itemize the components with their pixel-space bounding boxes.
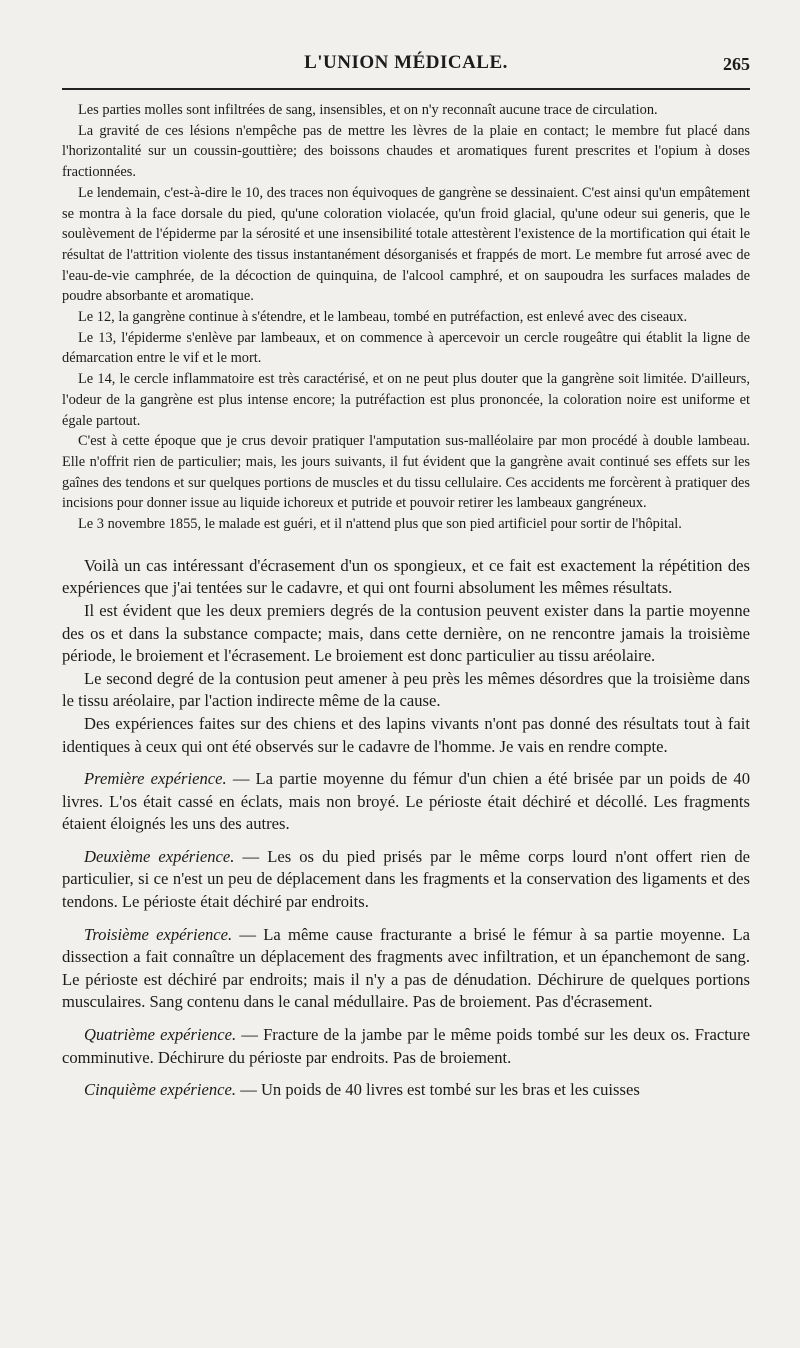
case-paragraph: Les parties molles sont infiltrées de sang, insensibles, et on n'y reconnaît aucune trace de circulation.: [78, 102, 658, 118]
experiment-title: Quatrième expérience.: [84, 1025, 237, 1045]
case-paragraph: Le 12, la gangrène continue à s'étendre, et le lambeau, tombé en putréfaction, est enlevé avec des ciseaux.: [78, 309, 688, 326]
discussion-paragraph: Voilà un cas intéressant d'écrasement d'un os spongieux, et ce fait est exactement la répétition des expériences que j'ai tentées sur le cadavre, et qui ont fourni absolument les mêmes résultats.: [62, 555, 750, 598]
page-header: [62, 52, 750, 82]
running-title: L'UNION MÉDICALE.: [304, 52, 508, 73]
experiment-text: — Un poids de 40 livres est tombé sur les bras et les cuisses: [240, 1080, 640, 1100]
case-paragraph: Le lendemain, c'est-à-dire le 10, des traces non équivoques de gangrène se dessinaient. C'est ainsi qu'un empâtement se montra à la face dorsale du pied, qu'une coloration violacée, qu'un froid glacial, qu'une odeur sui generis, que le soulèvement de l'épiderme par la sérosité et une insensibilité totale attestèrent l'existence de la mortification qui était le résultat de l'attrition violente des tissus instantanément désorganisés et frappés de mort. Le membre fut arrosé avec de l'eau-de-vie camphrée, de la décoction de quinquina, de l'alcool camphré, et on saupoudra les surfaces malades de poudre absorbante et aromatique.: [62, 184, 750, 305]
discussion: [62, 555, 750, 1102]
case-paragraph: La gravité de ces lésions n'empêche pas de mettre les lèvres de la plaie en contact; le membre fut placé dans l'horizontalité sur un coussin-gouttière; des boissons chaudes et aromatiques furent prescrites et l'opium à doses fractionnées.: [62, 122, 750, 181]
experiment-text: — Fracture de la jambe par le même poids tombé sur les deux os. Fracture comminutive. Déchirure du périoste par endroits. Pas de broiement.: [62, 1025, 750, 1067]
discussion-paragraph: Le second degré de la contusion peut amener à peu près les mêmes désordres que la troisième dans le tissu aréolaire, par l'action indirecte même de la cause.: [62, 668, 750, 711]
experiment-text: — Les os du pied prisés par le même corps lourd n'ont offert rien de particulier, si ce n'est un peu de déplacement dans les fragments et la conservation des ligaments et des tendons. Le périoste était déchiré par endroits.: [62, 846, 750, 912]
discussion-paragraph: Des expériences faites sur des chiens et des lapins vivants n'ont pas donné des résultats tout à fait identiques à ceux qui ont été observés sur le cadavre de l'homme. Je vais en rendre compte.: [62, 713, 750, 756]
experiment-paragraph: [62, 1024, 750, 1069]
experiment-text: — La partie moyenne du fémur d'un chien a été brisée par un poids de 40 livres. L'os était cassé en éclats, mais non broyé. Le périoste était déchiré et décollé. Les fragments étaient éloignés les uns des autres.: [62, 769, 750, 834]
experiment-paragraph: [62, 768, 750, 836]
case-paragraph: Le 3 novembre 1855, le malade est guéri, et il n'attend plus que son pied artificiel pour sortir de l'hôpital.: [78, 516, 682, 533]
experiment-title: Deuxième expérience.: [84, 846, 235, 866]
experiment-paragraph: [62, 924, 750, 1014]
case-paragraph: Le 14, le cercle inflammatoire est très caractérisé, et on ne peut plus douter que la gangrène soit limitée. D'ailleurs, l'odeur de la gangrène est plus intense encore; la putréfaction est plus prononcée, la coloration noire est uniforme et égale partout.: [62, 371, 750, 429]
experiment-paragraph: [62, 846, 750, 914]
discussion-paragraph: Il est évident que les deux premiers degrés de la contusion peuvent exister dans la partie moyenne des os et dans la substance compacte; mais, dans cette dernière, on ne rencontre jamais la troisième période, le broiement et l'écrasement. Le broiement est donc particulier au tissu aréolaire.: [62, 600, 750, 666]
case-paragraph: C'est à cette époque que je crus devoir pratiquer l'amputation sus-malléolaire par mon procédé à double lambeau. Elle n'offrit rien de particulier; mais, les jours suivants, il fut évident que la gangrène avait continué ses effets sur les gaînes des tendons et sur quelques portions de muscles et du tissu cellulaire. Ces accidents me forcèrent à pratiquer des incisions pour donner issue au liquide ichoreux et putride et pouvoir retirer les lambeaux gangréneux.: [62, 433, 750, 512]
experiment-text: — La même cause fracturante a brisé le fémur à sa partie moyenne. La dissection a fait connaître un déplacement des fragments avec infiltration, et un épanchemont de sang. Le périoste est déchiré par endroits; mais il n'y a pas de dénudation. Déchirure de quelques portions musculaires. Sang contenu dans le canal médullaire. Pas de broiement. Pas d'écrasement.: [62, 924, 750, 1012]
page-number: 265: [723, 54, 750, 74]
experiment-title: Première expérience.: [84, 769, 227, 789]
case-paragraph: Le 13, l'épiderme s'enlève par lambeaux, et on commence à apercevoir un cercle rougeâtre qui établit la ligne de démarcation entre le vif et le mort.: [62, 329, 750, 367]
case-report: [62, 100, 750, 535]
header-rule: [62, 88, 750, 90]
experiment-title: Troisième expérience.: [84, 924, 233, 944]
experiment-paragraph: [62, 1079, 750, 1102]
experiment-title: Cinquième expérience.: [84, 1080, 237, 1100]
